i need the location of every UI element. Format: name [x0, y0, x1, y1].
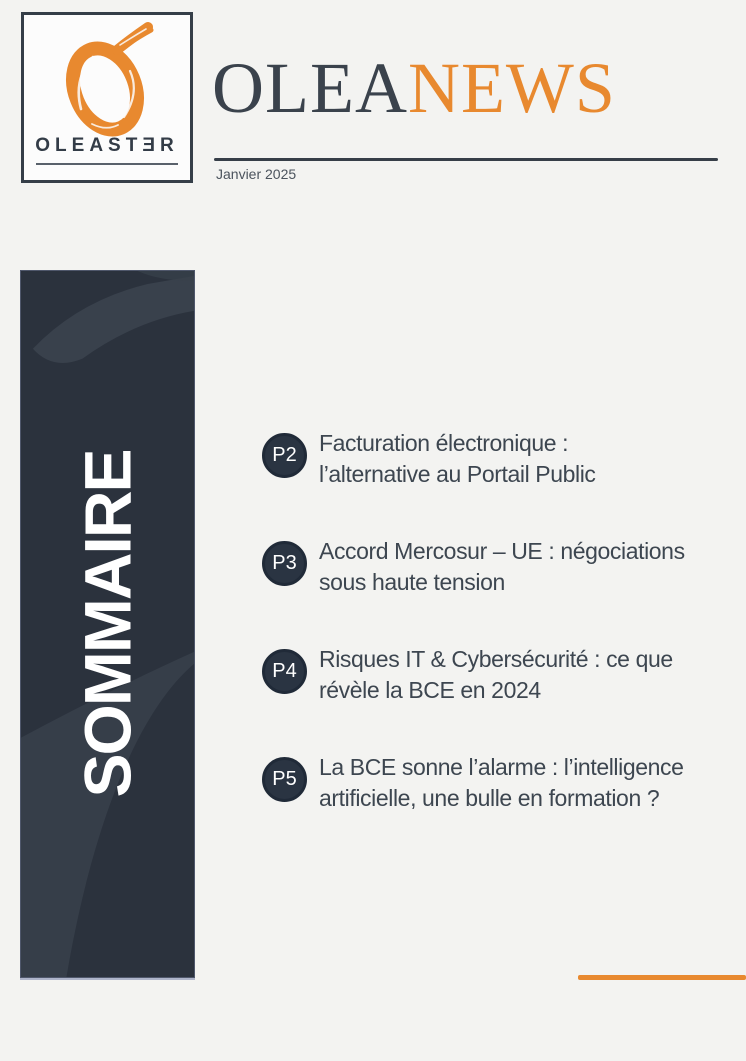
brand-name: OLEASTƎR — [35, 135, 179, 156]
toc-title-line: Accord Mercosur – UE : négociations — [319, 538, 685, 564]
toc-item-title — [319, 752, 684, 814]
sommaire-label: SOMMAIRE — [70, 450, 145, 798]
page-badge: P3 — [262, 541, 307, 586]
title-accent: NEWS — [407, 48, 616, 128]
toc-item-title — [319, 428, 596, 490]
footer-accent-line — [578, 975, 746, 980]
oleaster-logo — [21, 12, 193, 183]
toc-title-line: La BCE sonne l’alarme : l’intelligence — [319, 754, 684, 780]
table-of-contents — [262, 428, 736, 860]
masthead-divider — [214, 158, 718, 161]
sommaire-banner — [20, 270, 195, 978]
toc-title-line: l’alternative au Portail Public — [319, 461, 596, 487]
toc-title-line: Risques IT & Cybersécurité : ce que — [319, 646, 673, 672]
toc-item-title — [319, 644, 673, 706]
toc-title-line: Facturation électronique : — [319, 430, 569, 456]
newsletter-title — [212, 48, 616, 128]
toc-item-p5[interactable] — [262, 752, 736, 814]
brand-underline — [36, 163, 178, 165]
page-badge: P2 — [262, 433, 307, 478]
toc-title-line: artificielle, une bulle en formation ? — [319, 785, 660, 811]
toc-item-title — [319, 536, 685, 598]
brush-o-icon — [48, 21, 168, 139]
page-badge: P5 — [262, 757, 307, 802]
toc-item-p4[interactable] — [262, 644, 736, 706]
toc-title-line: sous haute tension — [319, 569, 505, 595]
issue-date: Janvier 2025 — [216, 166, 297, 182]
page-badge: P4 — [262, 649, 307, 694]
toc-item-p2[interactable] — [262, 428, 736, 490]
toc-item-p3[interactable] — [262, 536, 736, 598]
title-primary: OLEA — [212, 48, 408, 128]
toc-title-line: révèle la BCE en 2024 — [319, 677, 541, 703]
